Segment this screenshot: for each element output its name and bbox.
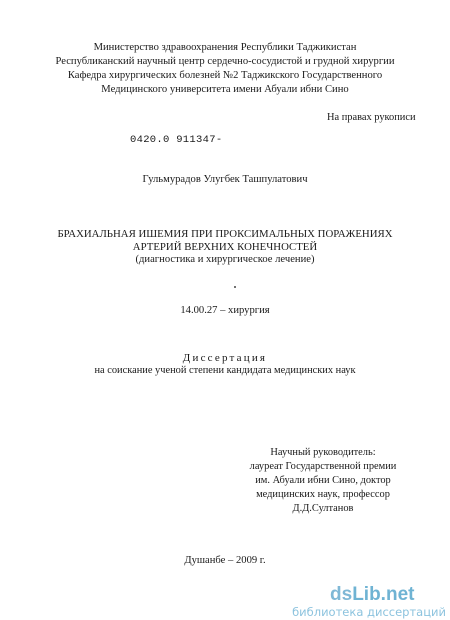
document-purpose: на соискание ученой степени кандидата медицинских наук [94, 365, 356, 376]
specialty-code: 14.00.27 – хирургия [180, 305, 270, 316]
header-line-center: Республиканский научный центр сердечно-сосудистой и грудной хирургии [55, 56, 395, 67]
dslib-watermark [268, 584, 448, 618]
supervisor-heading: Научный руководитель: [270, 447, 376, 458]
document-type: Диссертация [182, 352, 268, 364]
dslib-logo-ds: ds [330, 584, 353, 605]
supervisor-block [213, 446, 433, 516]
dslib-logo [330, 584, 414, 606]
dslib-logo-lib: Lib.net [352, 584, 415, 605]
supervisor-award: лауреат Государственной премии [249, 461, 397, 472]
author-name: Гульмурадов Улугбек Ташпулатович [142, 174, 308, 185]
header-line-university: Медицинского университета имени Абуали ибни Сино [101, 84, 349, 95]
supervisor-degree: медицинских наук, профессор [256, 489, 390, 500]
title-subtitle: (диагностика и хирургическое лечение) [135, 254, 315, 265]
supervisor-award-name: им. Абуали ибни Сино, доктор [255, 475, 391, 486]
place-and-year: Душанбе – 2009 г. [184, 555, 266, 566]
supervisor-name: Д.Д.Султанов [292, 503, 354, 514]
header-line-ministry: Министерство здравоохранения Республики Таджикистан [93, 42, 357, 53]
title-line-1: БРАХИАЛЬНАЯ ИШЕМИЯ ПРИ ПРОКСИМАЛЬНЫХ ПОРАЖЕНИЯХ [57, 228, 393, 240]
manuscript-rights-note: На правах рукописи [327, 112, 416, 123]
header-line-department: Кафедра хирургических болезней №2 Таджикского Государственного [67, 70, 383, 81]
specks [234, 286, 236, 288]
registration-stamp-number: 0420.0 911347- [130, 134, 223, 146]
dslib-tagline: библиотека диссертаций [292, 605, 446, 619]
title-line-2: АРТЕРИЙ ВЕРХНИХ КОНЕЧНОСТЕЙ [132, 241, 318, 253]
